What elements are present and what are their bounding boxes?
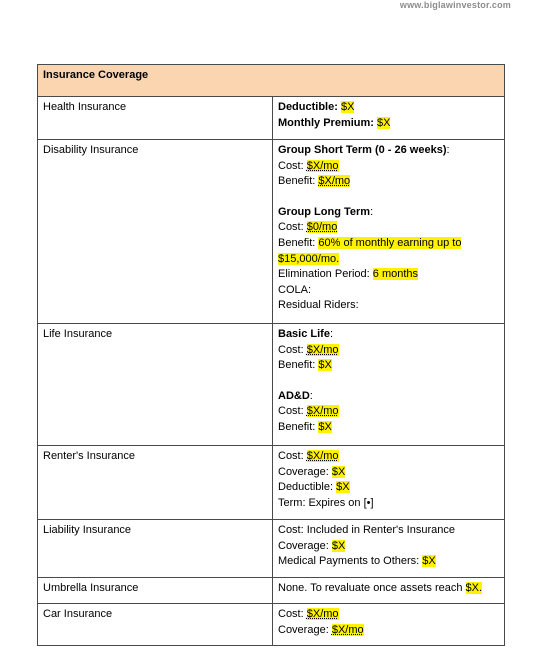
row-details-disability: Group Short Term (0 - 26 weeks): Cost: $X/mo Benefit: $X/mo Group Long Term: Cost: $0/mo Benefit: 60% of monthly earning up to $15,000/mo. Elimination Period: 6 months COLA: Residual Riders:	[273, 140, 505, 324]
row-label-liability: Liability Insurance	[38, 520, 273, 578]
liability-medical-label: Medical Payments to Others:	[278, 555, 420, 568]
row-label-car: Car Insurance	[38, 604, 273, 646]
disability-long-cost-value: $0/mo	[306, 221, 338, 234]
renters-cost-label: Cost:	[278, 450, 304, 462]
renters-cost-value: $X/mo	[306, 450, 339, 462]
table-header-row	[38, 65, 505, 97]
health-premium-value: $X	[377, 116, 391, 129]
table-row-liability	[38, 520, 505, 578]
life-basic-benefit-value: $X	[318, 359, 332, 372]
insurance-coverage-table	[37, 64, 505, 646]
car-cost-label: Cost:	[278, 608, 304, 620]
life-basic-benefit-label: Benefit:	[278, 359, 316, 372]
disability-long-cost-label: Cost:	[278, 221, 304, 234]
disability-short-benefit-value: $X/mo	[318, 175, 351, 188]
table-row-umbrella	[38, 578, 505, 604]
row-details-umbrella	[273, 578, 505, 604]
row-details-life: Basic Life: Cost: $X/mo Benefit: $X AD&D: Cost: $X/mo Benefit: $X	[273, 324, 505, 446]
life-basic-title: Basic Life	[278, 328, 330, 340]
liability-medical-value: $X	[422, 555, 436, 568]
renters-coverage-label: Coverage:	[278, 465, 329, 478]
life-add-cost-label: Cost:	[278, 405, 304, 418]
row-label-health: Health Insurance	[38, 97, 273, 140]
row-details-car	[273, 604, 505, 646]
life-add-benefit-value: $X	[318, 420, 332, 433]
umbrella-text: None. To revaluate once assets reach	[278, 582, 463, 594]
disability-residual-label: Residual Riders:	[278, 299, 359, 312]
renters-deductible-label: Deductible:	[278, 481, 334, 494]
life-add-benefit-label-text: Benefit:	[278, 420, 316, 433]
car-coverage-label: Coverage:	[278, 623, 329, 636]
disability-elimination-value: 6 months	[372, 268, 419, 281]
disability-long-benefit-label: Benefit:	[278, 236, 316, 249]
row-details-health	[273, 97, 505, 140]
table-row-renters	[38, 446, 505, 520]
renters-term: Term: Expires on [•]	[278, 496, 374, 509]
row-label-renters: Renter's Insurance	[38, 446, 273, 520]
disability-short-title: Group Short Term (0 - 26 weeks)	[278, 144, 447, 156]
health-premium-label: Monthly Premium:	[278, 116, 374, 129]
table-row-car	[38, 604, 505, 646]
disability-long-title: Group Long Term	[278, 205, 371, 218]
umbrella-value: $X.	[465, 582, 483, 594]
table-header: Insurance Coverage	[38, 65, 505, 97]
row-label-umbrella: Umbrella Insurance	[38, 578, 273, 604]
disability-short-cost-value: $X/mo	[306, 159, 339, 172]
row-details-liability	[273, 520, 505, 578]
health-deductible-value: $X	[340, 101, 355, 113]
disability-cola-label: COLA:	[278, 283, 312, 296]
life-basic-cost-label: Cost:	[278, 343, 304, 356]
car-cost-value: $X/mo	[306, 608, 339, 620]
row-label-disability: Disability Insurance	[38, 140, 273, 324]
table-row-life	[38, 324, 505, 446]
disability-long-benefit-value-1: 60% of monthly earning up to	[318, 236, 462, 249]
renters-deductible-value: $X	[336, 481, 350, 494]
disability-short-benefit-label: Benefit:	[278, 175, 316, 188]
life-add-title: AD&D	[278, 389, 310, 402]
disability-short-cost-label: Cost:	[278, 159, 304, 172]
disability-elimination-label: Elimination Period:	[278, 268, 370, 281]
life-add-cost-value: $X/mo	[306, 405, 339, 418]
liability-coverage-value: $X	[331, 539, 346, 552]
row-label-life: Life Insurance	[38, 324, 273, 446]
renters-coverage-value: $X	[331, 465, 346, 478]
disability-long-benefit-value-2: $15,000/mo.	[278, 252, 340, 265]
site-watermark: www.biglawinvestor.com	[399, 0, 511, 10]
row-details-renters	[273, 446, 505, 520]
life-basic-cost-value: $X/mo	[306, 343, 339, 356]
table-row-health	[38, 97, 505, 140]
car-coverage-value: $X/mo	[331, 623, 364, 636]
table-row-disability	[38, 140, 505, 324]
health-deductible-label: Deductible:	[278, 101, 338, 113]
liability-coverage-label: Coverage:	[278, 539, 329, 552]
liability-cost: Cost: Included in Renter's Insurance	[278, 524, 455, 536]
